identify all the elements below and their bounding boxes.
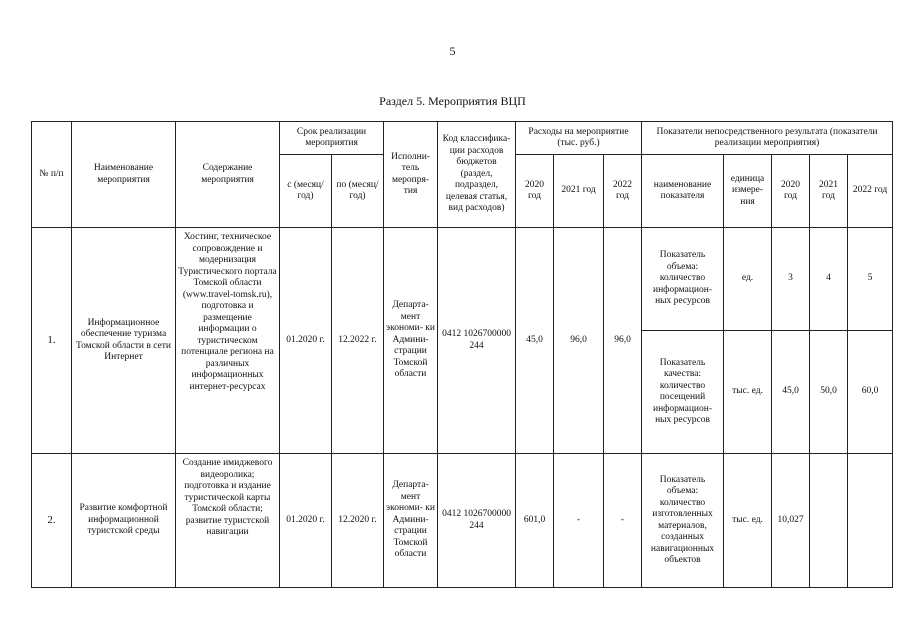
row-1-content: Хостинг, техническое сопровождение и модернизация Туристического портала Томской области (www.travel-tomsk.ru), подготовка и размещение информации о туристическом потенциале региона на различных информационных интернет-ресурсах [176, 228, 280, 454]
header-expenses: Расходы на мероприятие (тыс. руб.) [516, 122, 642, 155]
header-expense-2021: 2021 год [554, 155, 604, 228]
row-2-ind-1-unit: тыс. ед. [724, 454, 772, 588]
header-content: Содержание мероприятия [176, 122, 280, 228]
row-2-executor: Департа- мент экономи- ки Админи- страции Томской области [384, 454, 438, 588]
row-1-ind-2-2021: 50,0 [810, 331, 848, 454]
row-1-code: 0412 1026700000 244 [438, 228, 516, 454]
row-1-num: 1. [32, 228, 72, 454]
row-1-ind-2-name: Показатель качества: количество посещений информацион- ных ресурсов [642, 331, 724, 454]
page-number: 5 [449, 44, 456, 58]
row-1-to: 12.2022 г. [332, 228, 384, 454]
header-code: Код классифика- ции расходов бюджетов (раздел, подраздел, целевая статья, вид расходов) [438, 122, 516, 228]
section-title: Раздел 5. Мероприятия ВЦП [379, 94, 526, 108]
header-indicator-2020: 2020 год [772, 155, 810, 228]
row-2-from: 01.2020 г. [280, 454, 332, 588]
row-1-expense-2021: 96,0 [554, 228, 604, 454]
header-indicator-2022: 2022 год [848, 155, 893, 228]
row-2-ind-1-2021 [810, 454, 848, 588]
row-2-ind-1-2020: 10,027 [772, 454, 810, 588]
row-2-to: 12.2020 г. [332, 454, 384, 588]
row-2-ind-1-name: Показатель объема: количество изготовленных материалов, созданных навигационных объектов [642, 454, 724, 588]
row-1-executor: Департа- мент экономи- ки Админи- страции Томской области [384, 228, 438, 454]
events-table [31, 121, 893, 588]
header-expense-2022: 2022 год [604, 155, 642, 228]
header-name: Наименование мероприятия [72, 122, 176, 228]
row-1-ind-1-unit: ед. [724, 228, 772, 331]
row-2-num: 2. [32, 454, 72, 588]
row-2-expense-2021: - [554, 454, 604, 588]
header-period-from: с (месяц/ год) [280, 155, 332, 228]
row-2-ind-1-2022 [848, 454, 893, 588]
row-2-expense-2020: 601,0 [516, 454, 554, 588]
header-indicator-unit: единица измере- ния [724, 155, 772, 228]
header-period: Срок реализации мероприятия [280, 122, 384, 155]
row-1-expense-2020: 45,0 [516, 228, 554, 454]
header-indicator-2021: 2021 год [810, 155, 848, 228]
row-1-expense-2022: 96,0 [604, 228, 642, 454]
header-expense-2020: 2020 год [516, 155, 554, 228]
row-1-name: Информационное обеспечение туризма Томской области в сети Интернет [72, 228, 176, 454]
header-indicators: Показатели непосредственного результата (показатели реализации мероприятия) [642, 122, 893, 155]
row-1-from: 01.2020 г. [280, 228, 332, 454]
header-period-to: по (месяц/ год) [332, 155, 384, 228]
row-2-name: Развитие комфортной информационной туристской среды [72, 454, 176, 588]
row-1-ind-2-2020: 45,0 [772, 331, 810, 454]
row-2-content: Создание имиджевого видеоролика; подготовка и издание туристической карты Томской области; развитие туристской навигации [176, 454, 280, 588]
header-num: № п/п [32, 122, 72, 228]
row-1-ind-1-2020: 3 [772, 228, 810, 331]
header-executor: Исполни- тель меропря- тия [384, 122, 438, 228]
row-1-ind-1-2022: 5 [848, 228, 893, 331]
row-2-code: 0412 1026700000 244 [438, 454, 516, 588]
row-1-ind-1-2021: 4 [810, 228, 848, 331]
row-1-ind-2-unit: тыс. ед. [724, 331, 772, 454]
row-1-ind-1-name: Показатель объема: количество информацион- ных ресурсов [642, 228, 724, 331]
row-2-expense-2022: - [604, 454, 642, 588]
row-1-ind-2-2022: 60,0 [848, 331, 893, 454]
header-indicator-name: наименование показателя [642, 155, 724, 228]
